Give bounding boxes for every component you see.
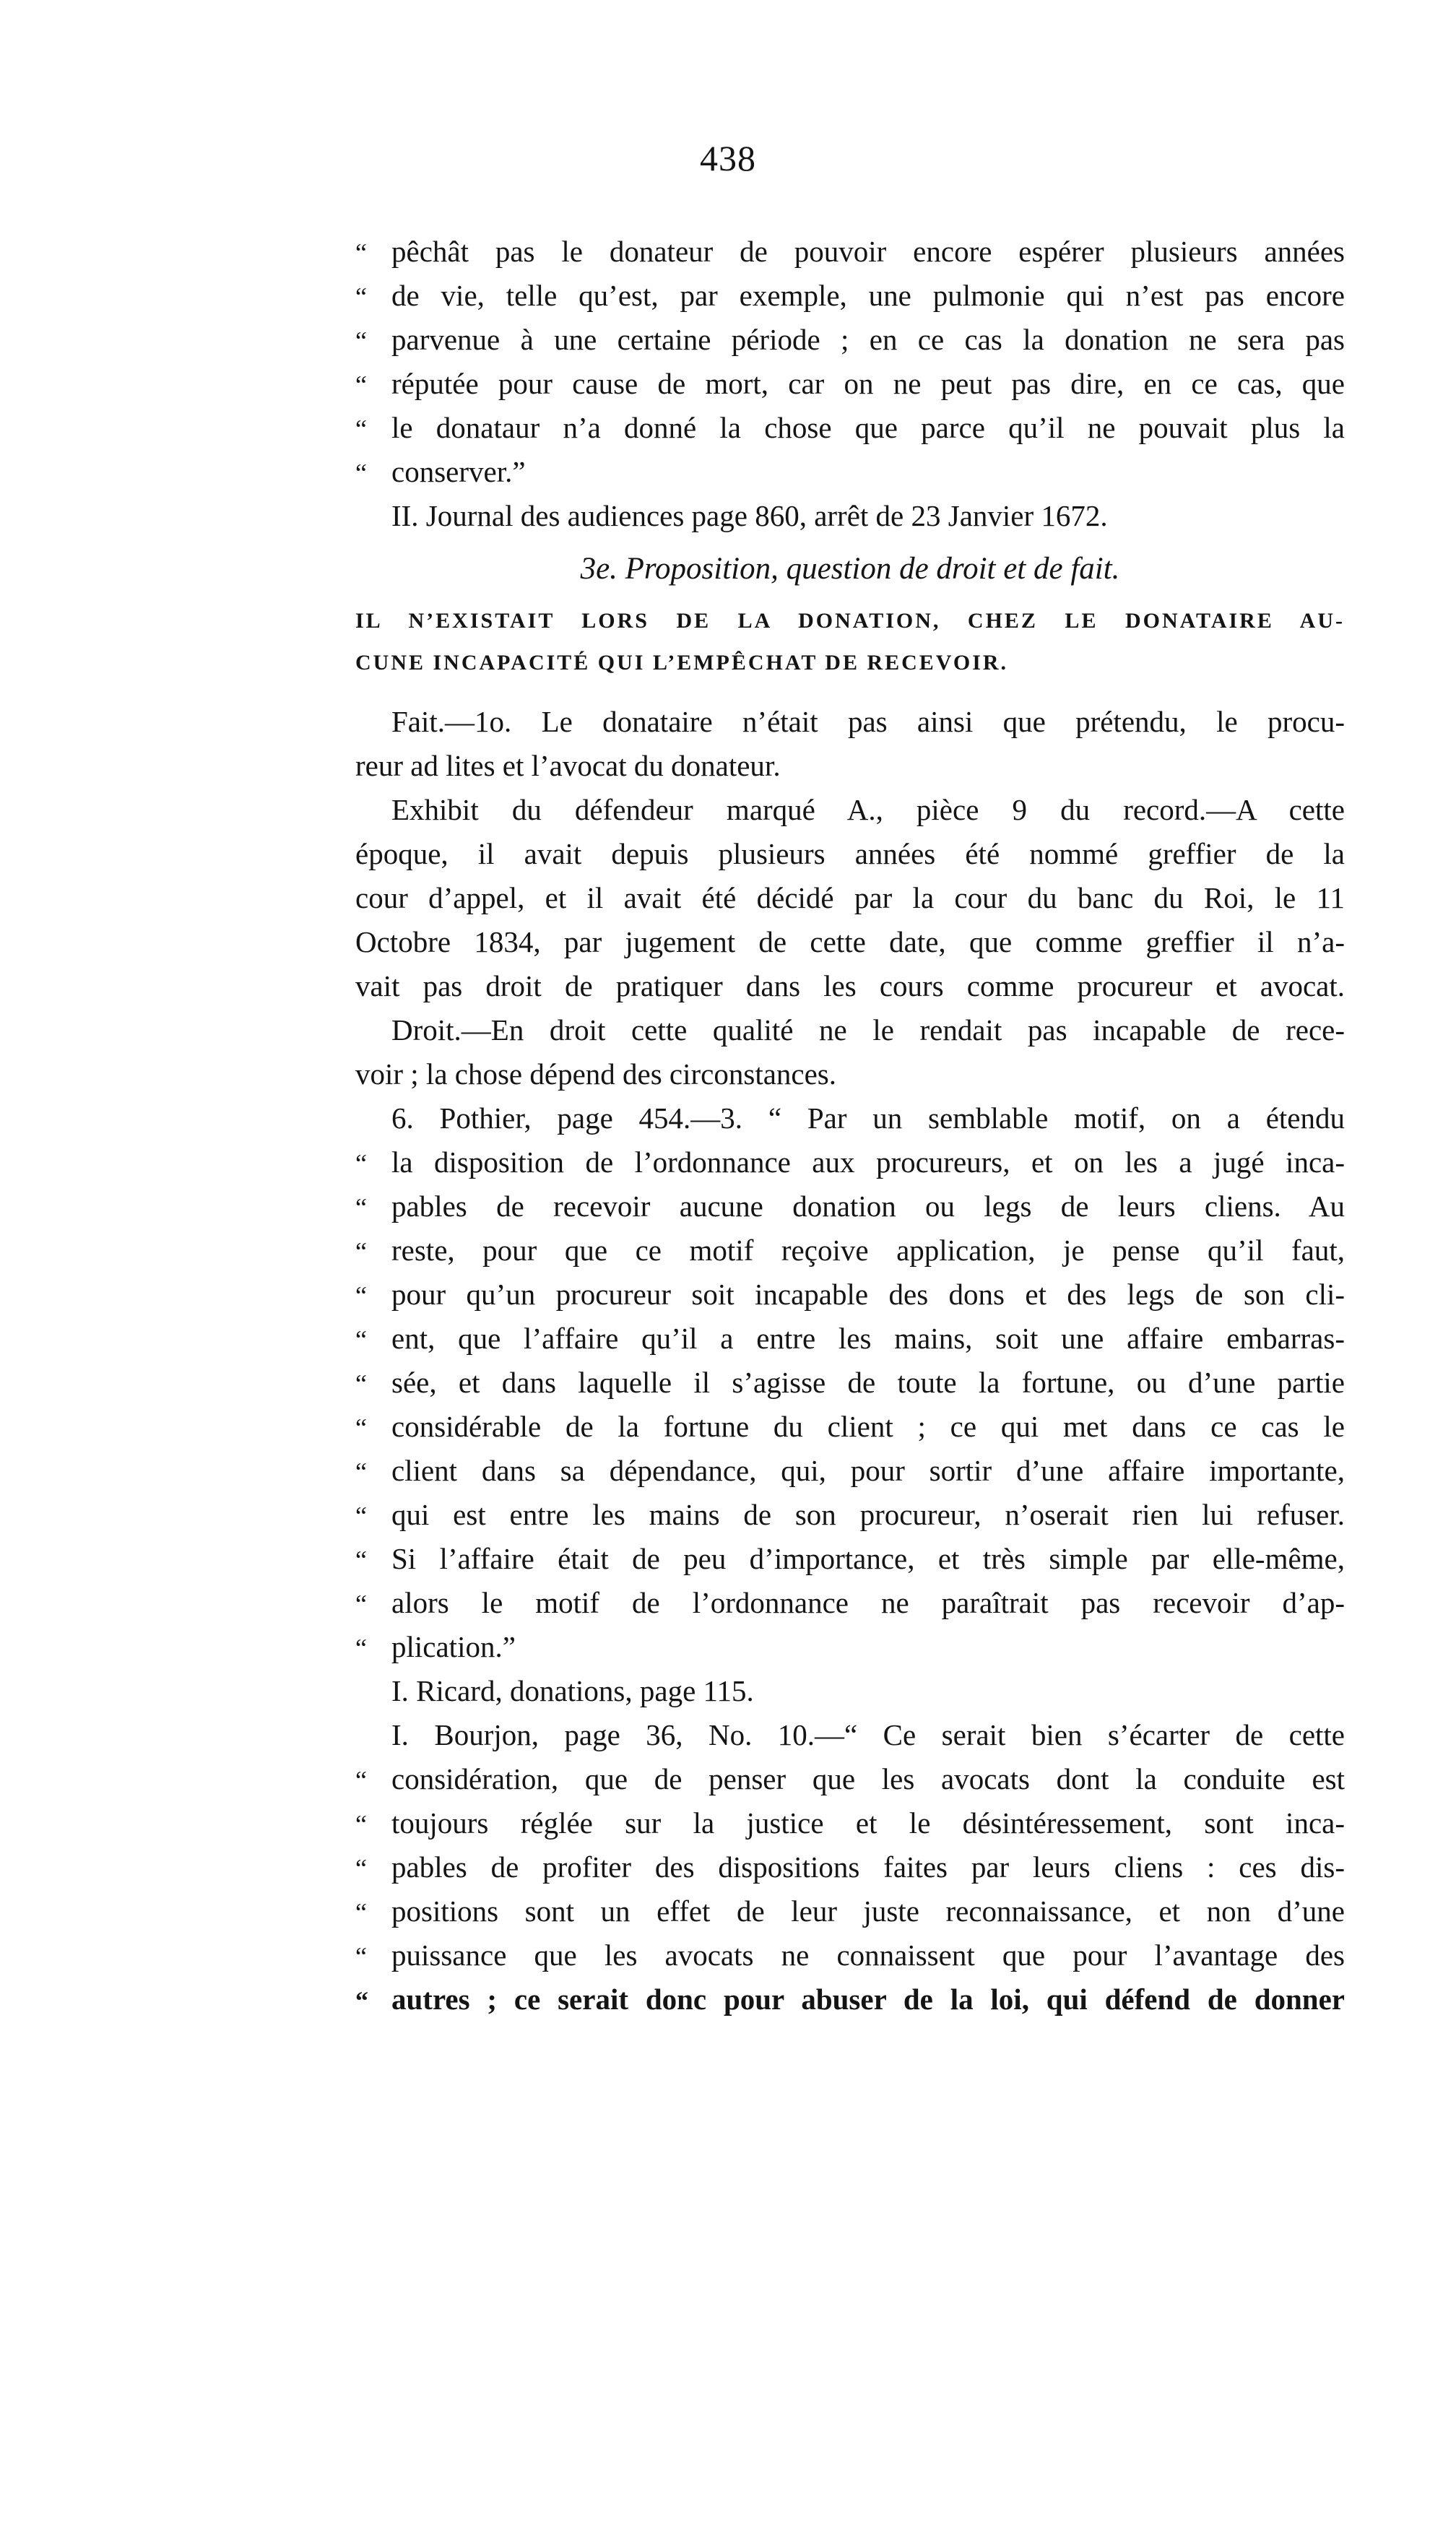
quote-mark: “ [355,1281,367,1310]
text-line [355,700,1345,744]
text-line [355,1273,1345,1317]
body-text [355,230,1345,2022]
line-text: II. Journal des audiences page 860, arrêt de 23 Janvier 1672. [391,499,1108,532]
line-text: pables de profiter des dispositions faites par leurs cliens : ces dis- [391,1850,1345,1884]
line-text: reur ad lites et l’avocat du donateur. [355,749,781,782]
text-line [355,1801,1345,1845]
line-text: de vie, telle qu’est, par exemple, une pulmonie qui n’est pas encore [391,279,1345,312]
text-line [355,1184,1345,1229]
text-line [355,1140,1345,1184]
quote-mark: “ [355,1325,367,1354]
line-text: alors le motif de l’ordonnance ne paraîtrait pas recevoir d’ap- [391,1586,1345,1619]
caps-heading-line: CUNE INCAPACITÉ QUI L’EMPÊCHAT DE RECEVOIR. [355,651,1009,675]
text-line [355,1317,1345,1361]
line-text: le donataur n’a donné la chose que parce qu’il ne pouvait plus la [391,411,1345,444]
quote-mark: “ [355,1237,367,1266]
text-line [355,450,1345,494]
text-line [355,1493,1345,1537]
line-text: positions sont un effet de leur juste reconnaissance, et non d’une [391,1894,1345,1928]
text-line [355,1537,1345,1581]
text-line [355,1933,1345,1977]
citation-line [355,1713,1345,1757]
text-line [355,1008,1345,1052]
line-text: voir ; la chose dépend des circonstances. [355,1057,837,1091]
line-text: cour d’appel, et il avait été décidé par la cour du banc du Roi, le 11 [355,881,1345,914]
text-line [355,1449,1345,1493]
line-text: la disposition de l’ordonnance aux procureurs, et on les a jugé inca- [391,1145,1345,1179]
line-text: réputée pour cause de mort, car on ne peut pas dire, en ce cas, que [391,367,1345,400]
quote-mark: “ [355,1766,367,1795]
text-line [355,1405,1345,1449]
text-line [355,876,1345,920]
line-text: Octobre 1834, par jugement de cette date, que comme greffier il n’a- [355,925,1345,958]
quote-mark: “ [355,1590,367,1619]
line-text: pêchât pas le donateur de pouvoir encore espérer plusieurs années [391,235,1345,268]
line-text: autres ; ce serait donc pour abuser de la loi, qui défend de donner [391,1983,1345,2016]
text-line [355,920,1345,964]
text-line [355,1229,1345,1273]
quote-mark: “ [355,282,367,311]
line-text: ent, que l’affaire qu’il a entre les mains, soit une affaire embarras- [391,1322,1345,1355]
quote-mark: “ [355,1413,367,1442]
line-text: reste, pour que ce motif reçoive application, je pense qu’il faut, [391,1234,1345,1267]
line-text: vait pas droit de pratiquer dans les cours comme procureur et avocat. [355,969,1345,1002]
quote-mark: “ [355,1369,367,1398]
quote-mark: “ [355,326,367,355]
section-heading: 3e. Proposition, question de droit et de fait. [580,552,1120,586]
text-line [355,406,1345,450]
line-text: parvenue à une certaine période ; en ce cas la donation ne sera pas [391,323,1345,356]
line-text: considération, que de penser que les avocats dont la conduite est [391,1762,1345,1795]
text-line [355,230,1345,274]
caps-heading-line: IL N’EXISTAIT LORS DE LA DONATION, CHEZ LE DONATAIRE AU- [355,609,1345,633]
quote-mark: “ [355,1854,367,1883]
quote-mark: “ [355,459,367,488]
text-line [355,788,1345,832]
line-text: Si l’affaire était de peu d’importance, et très simple par elle-même, [391,1542,1345,1575]
text-line [355,1096,1345,1140]
quote-mark: “ [355,1546,367,1574]
text-line [355,1581,1345,1625]
quote-mark: “ [355,371,367,399]
line-text: I. Bourjon, page 36, No. 10.—“ Ce serait bien s’écarter de cette [391,1718,1345,1751]
line-text: client dans sa dépendance, qui, pour sortir d’une affaire importante, [391,1454,1345,1487]
quote-mark: “ [355,238,367,267]
citation-line [355,1669,1345,1713]
line-text: considérable de la fortune du client ; ce qui met dans ce cas le [391,1410,1345,1443]
text-line [355,1845,1345,1889]
quote-mark: “ [355,415,367,443]
line-text: qui est entre les mains de son procureur, n’oserait rien lui refuser. [391,1498,1345,1531]
text-line [355,362,1345,406]
citation-line [355,494,1345,538]
line-text: époque, il avait depuis plusieurs années été nommé greffier de la [355,837,1345,870]
text-line [355,1757,1345,1801]
text-line [355,274,1345,318]
quote-mark: “ [355,1634,367,1663]
text-line [355,1361,1345,1405]
text-line [355,744,1345,788]
line-text: pour qu’un procureur soit incapable des dons et des legs de son cli- [391,1278,1345,1311]
line-text: sée, et dans laquelle il s’agisse de toute la fortune, ou d’une partie [391,1366,1345,1399]
line-text: Fait.—1o. Le donataire n’était pas ainsi que prétendu, le procu- [391,705,1345,738]
text-line [355,964,1345,1008]
line-text: pables de recevoir aucune donation ou legs de leurs cliens. Au [391,1190,1345,1223]
line-text: conserver.” [391,455,526,488]
quote-mark: “ [355,1942,367,1971]
line-text: I. Ricard, donations, page 115. [391,1674,754,1707]
line-text: Droit.—En droit cette qualité ne le rendait pas incapable de rece- [391,1013,1345,1047]
quote-mark: “ [355,1457,367,1486]
quote-mark: “ [355,1898,367,1927]
quote-mark: “ [355,1986,368,2015]
line-text: toujours réglée sur la justice et le désintéressement, sont inca- [391,1806,1345,1840]
text-line [355,318,1345,362]
text-line [355,1977,1345,2022]
line-text: puissance que les avocats ne connaissent que pour l’avantage des [391,1938,1345,1972]
text-line [355,832,1345,876]
quote-mark: “ [355,1149,367,1178]
page-number: 438 [700,138,756,178]
text-line [355,1889,1345,1933]
spacer [355,684,1345,700]
line-text: Exhibit du défendeur marqué A., pièce 9 du record.—A cette [391,793,1345,826]
quote-mark: “ [355,1193,367,1222]
quote-mark: “ [355,1502,367,1530]
line-text: plication.” [391,1630,516,1663]
quote-mark: “ [355,1810,367,1839]
text-line [355,1625,1345,1669]
line-text: 6. Pothier, page 454.—3. “ Par un semblable motif, on a étendu [391,1101,1345,1135]
text-line [355,1052,1345,1096]
